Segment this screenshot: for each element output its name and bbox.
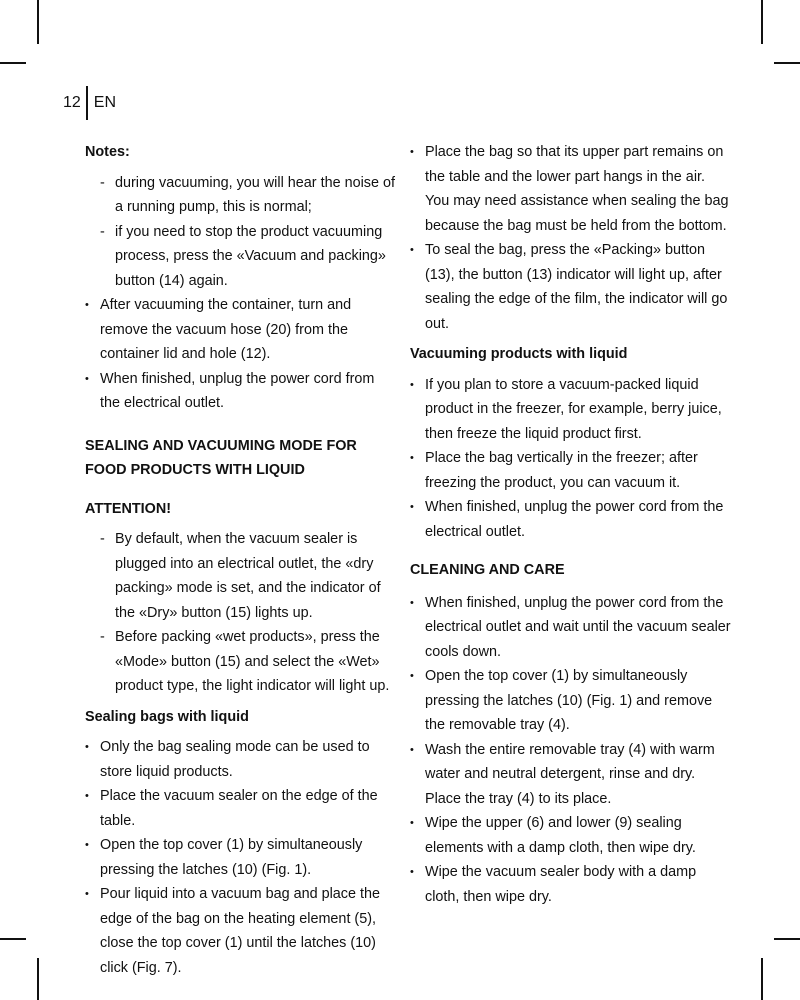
list-item: • Pour liquid into a vacuum bag and place the edge of the bag on the heating element (5), close the top cover (1) until the latches (10) click (Fig. 7). bbox=[85, 882, 397, 980]
list-item: • When finished, unplug the power cord from the electrical outlet and wait until the vacuum sealer cools down. bbox=[410, 591, 732, 665]
vacuuming-bullet-list bbox=[410, 373, 732, 545]
vacuuming-liquid-label: Vacuuming products with liquid bbox=[410, 346, 628, 362]
crop-mark-bottom-right-horizontal bbox=[774, 938, 800, 940]
notes-bullet-list bbox=[85, 293, 397, 416]
list-item: • Place the bag vertically in the freezer; after freezing the product, you can vacuum it. bbox=[410, 446, 732, 495]
page-header bbox=[63, 86, 116, 120]
bag-placement-bullet-list bbox=[410, 140, 732, 336]
list-item: - Before packing «wet products», press the «Mode» button (15) and select the «Wet» product type, the light indicator will light up. bbox=[85, 625, 397, 699]
cleaning-care-title: CLEANING AND CARE bbox=[410, 562, 565, 578]
list-item: • Only the bag sealing mode can be used to store liquid products. bbox=[85, 735, 397, 784]
list-item: • After vacuuming the container, turn and remove the vacuum hose (20) from the container lid and hole (12). bbox=[85, 293, 397, 367]
list-item: • Wipe the vacuum sealer body with a damp cloth, then wipe dry. bbox=[410, 860, 732, 909]
page-number: 12 bbox=[63, 94, 81, 111]
attention-label: ATTENTION! bbox=[85, 500, 172, 517]
list-item: • When finished, unplug the power cord from the electrical outlet. bbox=[85, 367, 397, 416]
crop-mark-top-left-vertical bbox=[37, 0, 39, 44]
sealing-bullet-list bbox=[85, 735, 397, 980]
crop-mark-bottom-left-horizontal bbox=[0, 938, 26, 940]
list-item: - during vacuuming, you will hear the noise of a running pump, this is normal; bbox=[85, 171, 397, 220]
sealing-bags-label: Sealing bags with liquid bbox=[85, 708, 249, 725]
section-title: SEALING AND VACUUMING MODE FOR FOOD PRODUCTS WITH LIQUID bbox=[85, 437, 357, 478]
header-divider bbox=[86, 86, 88, 120]
crop-mark-top-right-vertical bbox=[761, 0, 763, 44]
crop-mark-top-left-horizontal bbox=[0, 62, 26, 64]
right-column bbox=[410, 140, 732, 909]
attention-dash-list bbox=[85, 527, 397, 699]
crop-mark-bottom-left-vertical bbox=[37, 958, 39, 1000]
list-item: • Place the bag so that its upper part remains on the table and the lower part hangs in the air. You may need assistance when sealing the bag because the bag must be held from the bottom. bbox=[410, 140, 732, 238]
list-item: • Open the top cover (1) by simultaneously pressing the latches (10) (Fig. 1). bbox=[85, 833, 397, 882]
list-item: • When finished, unplug the power cord from the electrical outlet. bbox=[410, 495, 732, 544]
language-code: EN bbox=[93, 94, 117, 111]
crop-mark-bottom-right-vertical bbox=[761, 958, 763, 1000]
list-item: - By default, when the vacuum sealer is plugged into an electrical outlet, the «dry packing» mode is set, and the indicator of the «Dry» button (15) lights up. bbox=[85, 527, 397, 625]
list-item: • To seal the bag, press the «Packing» button (13), the button (13) indicator will light up, after sealing the edge of the film, the indicator will go out. bbox=[410, 238, 732, 336]
list-item: • Place the vacuum sealer on the edge of the table. bbox=[85, 784, 397, 833]
left-column bbox=[85, 140, 397, 980]
crop-mark-top-right-horizontal bbox=[774, 62, 800, 64]
list-item: • Open the top cover (1) by simultaneously pressing the latches (10) (Fig. 1) and remove the removable tray (4). bbox=[410, 664, 732, 738]
list-item: • Wash the entire removable tray (4) with warm water and neutral detergent, rinse and dry. Place the tray (4) to its place. bbox=[410, 738, 732, 812]
list-item: - if you need to stop the product vacuuming process, press the «Vacuum and packing» button (14) again. bbox=[85, 220, 397, 294]
cleaning-bullet-list bbox=[410, 591, 732, 910]
notes-label: Notes: bbox=[85, 144, 130, 160]
list-item: • If you plan to store a vacuum-packed liquid product in the freezer, for example, berry juice, then freeze the liquid product first. bbox=[410, 373, 732, 447]
list-item: • Wipe the upper (6) and lower (9) sealing elements with a damp cloth, then wipe dry. bbox=[410, 811, 732, 860]
notes-dash-list bbox=[85, 171, 397, 294]
